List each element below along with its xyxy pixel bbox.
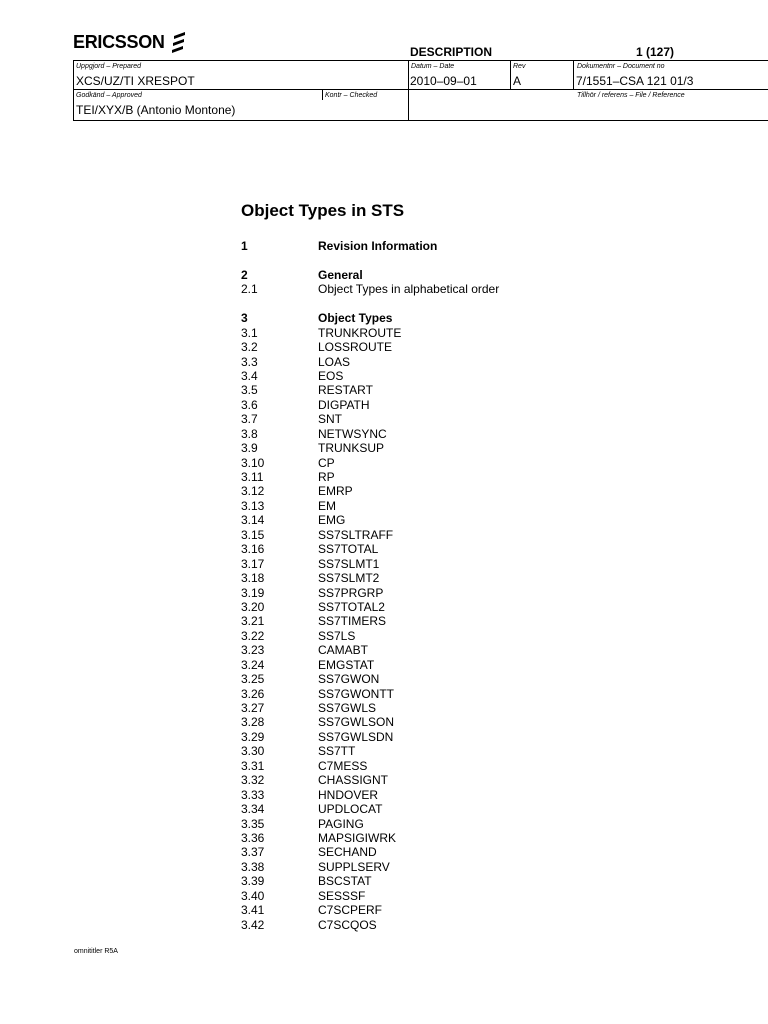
toc-item: [241, 629, 499, 643]
toc-item-text: CP: [318, 455, 335, 470]
toc-item-text: EM: [318, 498, 336, 513]
toc-item-text: C7SCPERF: [318, 903, 383, 918]
toc-item-number: 3.39: [241, 874, 265, 889]
toc-item-number: 3.17: [241, 556, 265, 571]
toc-item-number: 3.38: [241, 859, 265, 874]
toc-item: [241, 918, 499, 932]
toc-item: [241, 484, 499, 498]
toc-item: [241, 672, 499, 686]
toc-item-number: 3.7: [241, 412, 258, 427]
toc-item-number: 3.33: [241, 787, 265, 802]
toc-item-text: SECHAND: [318, 845, 377, 860]
toc-item: [241, 701, 499, 715]
toc-item-text: TRUNKSUP: [318, 441, 385, 456]
toc-item-number: 3.5: [241, 383, 258, 398]
toc-item-number: 3.13: [241, 498, 265, 513]
toc-item-text: C7SCQOS: [318, 917, 377, 932]
toc-item: [241, 817, 499, 831]
rev-label: Rev: [513, 63, 526, 70]
toc-item-text: UPDLOCAT: [318, 802, 383, 817]
toc-item-text: SS7GWLSDN: [318, 729, 394, 744]
approved-label: Godkänd – Approved: [76, 92, 142, 99]
toc-item-text: TRUNKROUTE: [318, 325, 402, 340]
toc-item-number: 3.24: [241, 657, 265, 672]
toc-item: [241, 773, 499, 787]
table-of-contents: [241, 239, 499, 932]
toc-item-number: 3.10: [241, 455, 265, 470]
toc-item-number: 3.41: [241, 903, 265, 918]
doc-type: DESCRIPTION: [410, 45, 493, 59]
toc-item: [241, 456, 499, 470]
toc-item-text: SUPPLSERV: [318, 859, 390, 874]
toc-item: [241, 845, 499, 859]
toc-item-text: NETWSYNC: [318, 426, 387, 441]
date-label: Datum – Date: [411, 63, 455, 70]
toc-item-number: 3.9: [241, 441, 258, 456]
prepared-value: XCS/UZ/TI XRESPOT: [76, 74, 195, 88]
toc-item-text: SS7TOTAL: [318, 542, 379, 557]
toc-item-text: Object Types: [318, 311, 393, 326]
toc-item: [241, 788, 499, 802]
checked-label: Kontr – Checked: [325, 92, 378, 99]
logo-text: ERICSSON: [73, 31, 165, 52]
toc-item: [241, 542, 499, 556]
approved-value: TEI/XYX/B (Antonio Montone): [76, 103, 236, 117]
toc-item: [241, 311, 499, 325]
toc-item: [241, 874, 499, 888]
ericsson-logo-icon: [171, 31, 187, 53]
toc-item-number: 3.26: [241, 686, 265, 701]
toc-item-text: SS7LS: [318, 628, 356, 643]
toc-item-number: 3.28: [241, 715, 265, 730]
toc-item-number: 3: [241, 311, 248, 326]
toc-item-text: C7MESS: [318, 758, 368, 773]
toc-item-text: SS7GWON: [318, 672, 380, 687]
toc-item-text: PAGING: [318, 816, 364, 831]
toc-item-text: MAPSIGIWRK: [318, 830, 397, 845]
toc-item-number: 3.12: [241, 484, 265, 499]
toc-item-text: EMGSTAT: [318, 657, 375, 672]
toc-item-number: 3.35: [241, 816, 265, 831]
toc-item-text: EMG: [318, 513, 346, 528]
footer-text: omnititler R5A: [74, 948, 118, 955]
toc-item: [241, 326, 499, 340]
toc-item-text: CHASSIGNT: [318, 773, 389, 788]
header-vline-left: [73, 60, 74, 120]
toc-item: [241, 658, 499, 672]
toc-item: [241, 802, 499, 816]
toc-item: [241, 282, 499, 296]
toc-item: [241, 427, 499, 441]
toc-item-number: 3.18: [241, 571, 265, 586]
toc-item: [241, 889, 499, 903]
toc-item: [241, 759, 499, 773]
toc-item-text: Revision Information: [318, 239, 438, 253]
toc-item-text: EMRP: [318, 484, 353, 499]
toc-item-text: SNT: [318, 412, 342, 427]
toc-item-number: 3.3: [241, 354, 258, 369]
header-line-middle: [73, 89, 768, 90]
rev-value: A: [513, 74, 522, 88]
toc-item-number: 3.4: [241, 368, 258, 383]
toc-item: [241, 831, 499, 845]
header-vline-checked: [322, 89, 323, 100]
toc-item-number: 2: [241, 267, 248, 282]
toc-item-text: CAMABT: [318, 643, 369, 658]
header-vline-docno: [573, 60, 574, 89]
toc-item: [241, 643, 499, 657]
toc-item-number: 3.14: [241, 513, 265, 528]
toc-item-number: 3.22: [241, 628, 265, 643]
page-title: Object Types in STS: [241, 201, 405, 220]
toc-item-text: General: [318, 267, 363, 282]
toc-item-number: 3.2: [241, 340, 258, 355]
docno-value: 7/1551–CSA 121 01/3: [576, 74, 694, 88]
toc-item-number: 3.32: [241, 773, 265, 788]
toc-item-number: 2.1: [241, 282, 258, 297]
toc-item-number: 3.40: [241, 888, 265, 903]
toc-item-number: 3.34: [241, 802, 265, 817]
toc-item-number: 3.25: [241, 672, 265, 687]
toc-item: [241, 441, 499, 455]
toc-item-text: BSCSTAT: [318, 874, 372, 889]
toc-item-number: 3.42: [241, 917, 265, 932]
toc-item-number: 3.6: [241, 397, 258, 412]
toc-item-text: SS7TIMERS: [318, 614, 387, 629]
toc-item: [241, 412, 499, 426]
toc-item-text: SS7GWONTT: [318, 686, 395, 701]
toc-item-text: SS7TT: [318, 744, 356, 759]
toc-item-text: SS7SLMT1: [318, 556, 380, 571]
toc-item-number: 3.23: [241, 643, 265, 658]
toc-item-text: LOSSROUTE: [318, 340, 393, 355]
toc-item: [241, 268, 499, 282]
toc-item-number: 3.8: [241, 426, 258, 441]
toc-item: [241, 398, 499, 412]
toc-item-number: 3.31: [241, 758, 265, 773]
toc-item: [241, 730, 499, 744]
toc-item: [241, 528, 499, 542]
toc-item-number: 3.16: [241, 542, 265, 557]
toc-item-number: 3.15: [241, 527, 265, 542]
docno-label: Dokumentnr – Document no: [577, 63, 665, 70]
toc-item: [241, 369, 499, 383]
toc-item-text: RESTART: [318, 383, 373, 398]
toc-item-text: SESSSF: [318, 888, 366, 903]
toc-item-number: 1: [241, 239, 248, 253]
toc-item: [241, 513, 499, 527]
toc-item-number: 3.19: [241, 585, 265, 600]
toc-item: [241, 239, 499, 253]
toc-item: [241, 586, 499, 600]
toc-item: [241, 903, 499, 917]
reference-label: Tillhör / referens – File / Reference: [577, 92, 685, 99]
toc-item: [241, 715, 499, 729]
toc-item-text: EOS: [318, 368, 344, 383]
toc-item: [241, 744, 499, 758]
header-line-top: [73, 60, 768, 61]
toc-item-text: SS7SLMT2: [318, 571, 380, 586]
toc-item: [241, 687, 499, 701]
toc-item: [241, 383, 499, 397]
header-vline-rev: [510, 60, 511, 89]
toc-item: [241, 355, 499, 369]
toc-item-text: HNDOVER: [318, 787, 379, 802]
header-line-bottom: [73, 120, 768, 121]
toc-item: [241, 600, 499, 614]
toc-item-text: LOAS: [318, 354, 351, 369]
toc-item-number: 3.30: [241, 744, 265, 759]
toc-item-number: 3.29: [241, 729, 265, 744]
toc-item-number: 3.1: [241, 325, 258, 340]
toc-item-number: 3.20: [241, 599, 265, 614]
toc-item-text: Object Types in alphabetical order: [318, 282, 500, 297]
prepared-label: Uppgjord – Prepared: [76, 63, 141, 70]
toc-item: [241, 499, 499, 513]
toc-item-text: SS7GWLS: [318, 701, 377, 715]
toc-item-number: 3.21: [241, 614, 265, 629]
toc-item-text: RP: [318, 470, 335, 484]
toc-item-number: 3.11: [241, 470, 264, 484]
toc-item: [241, 614, 499, 628]
toc-item: [241, 340, 499, 354]
toc-item-text: SS7GWLSON: [318, 715, 395, 730]
toc-item: [241, 470, 499, 484]
toc-item-text: SS7PRGRP: [318, 585, 384, 600]
toc-item: [241, 860, 499, 874]
toc-item: [241, 557, 499, 571]
toc-item-number: 3.36: [241, 830, 265, 845]
toc-item-number: 3.37: [241, 845, 265, 860]
header-vline-date: [408, 60, 409, 120]
ericsson-logo: [73, 31, 187, 53]
toc-item-text: SS7TOTAL2: [318, 599, 385, 614]
toc-item-text: DIGPATH: [318, 397, 370, 412]
page-number: 1 (127): [636, 45, 675, 59]
toc-item: [241, 571, 499, 585]
toc-item-number: 3.27: [241, 701, 265, 715]
toc-item-text: SS7SLTRAFF: [318, 527, 394, 542]
date-value: 2010–09–01: [410, 74, 477, 88]
